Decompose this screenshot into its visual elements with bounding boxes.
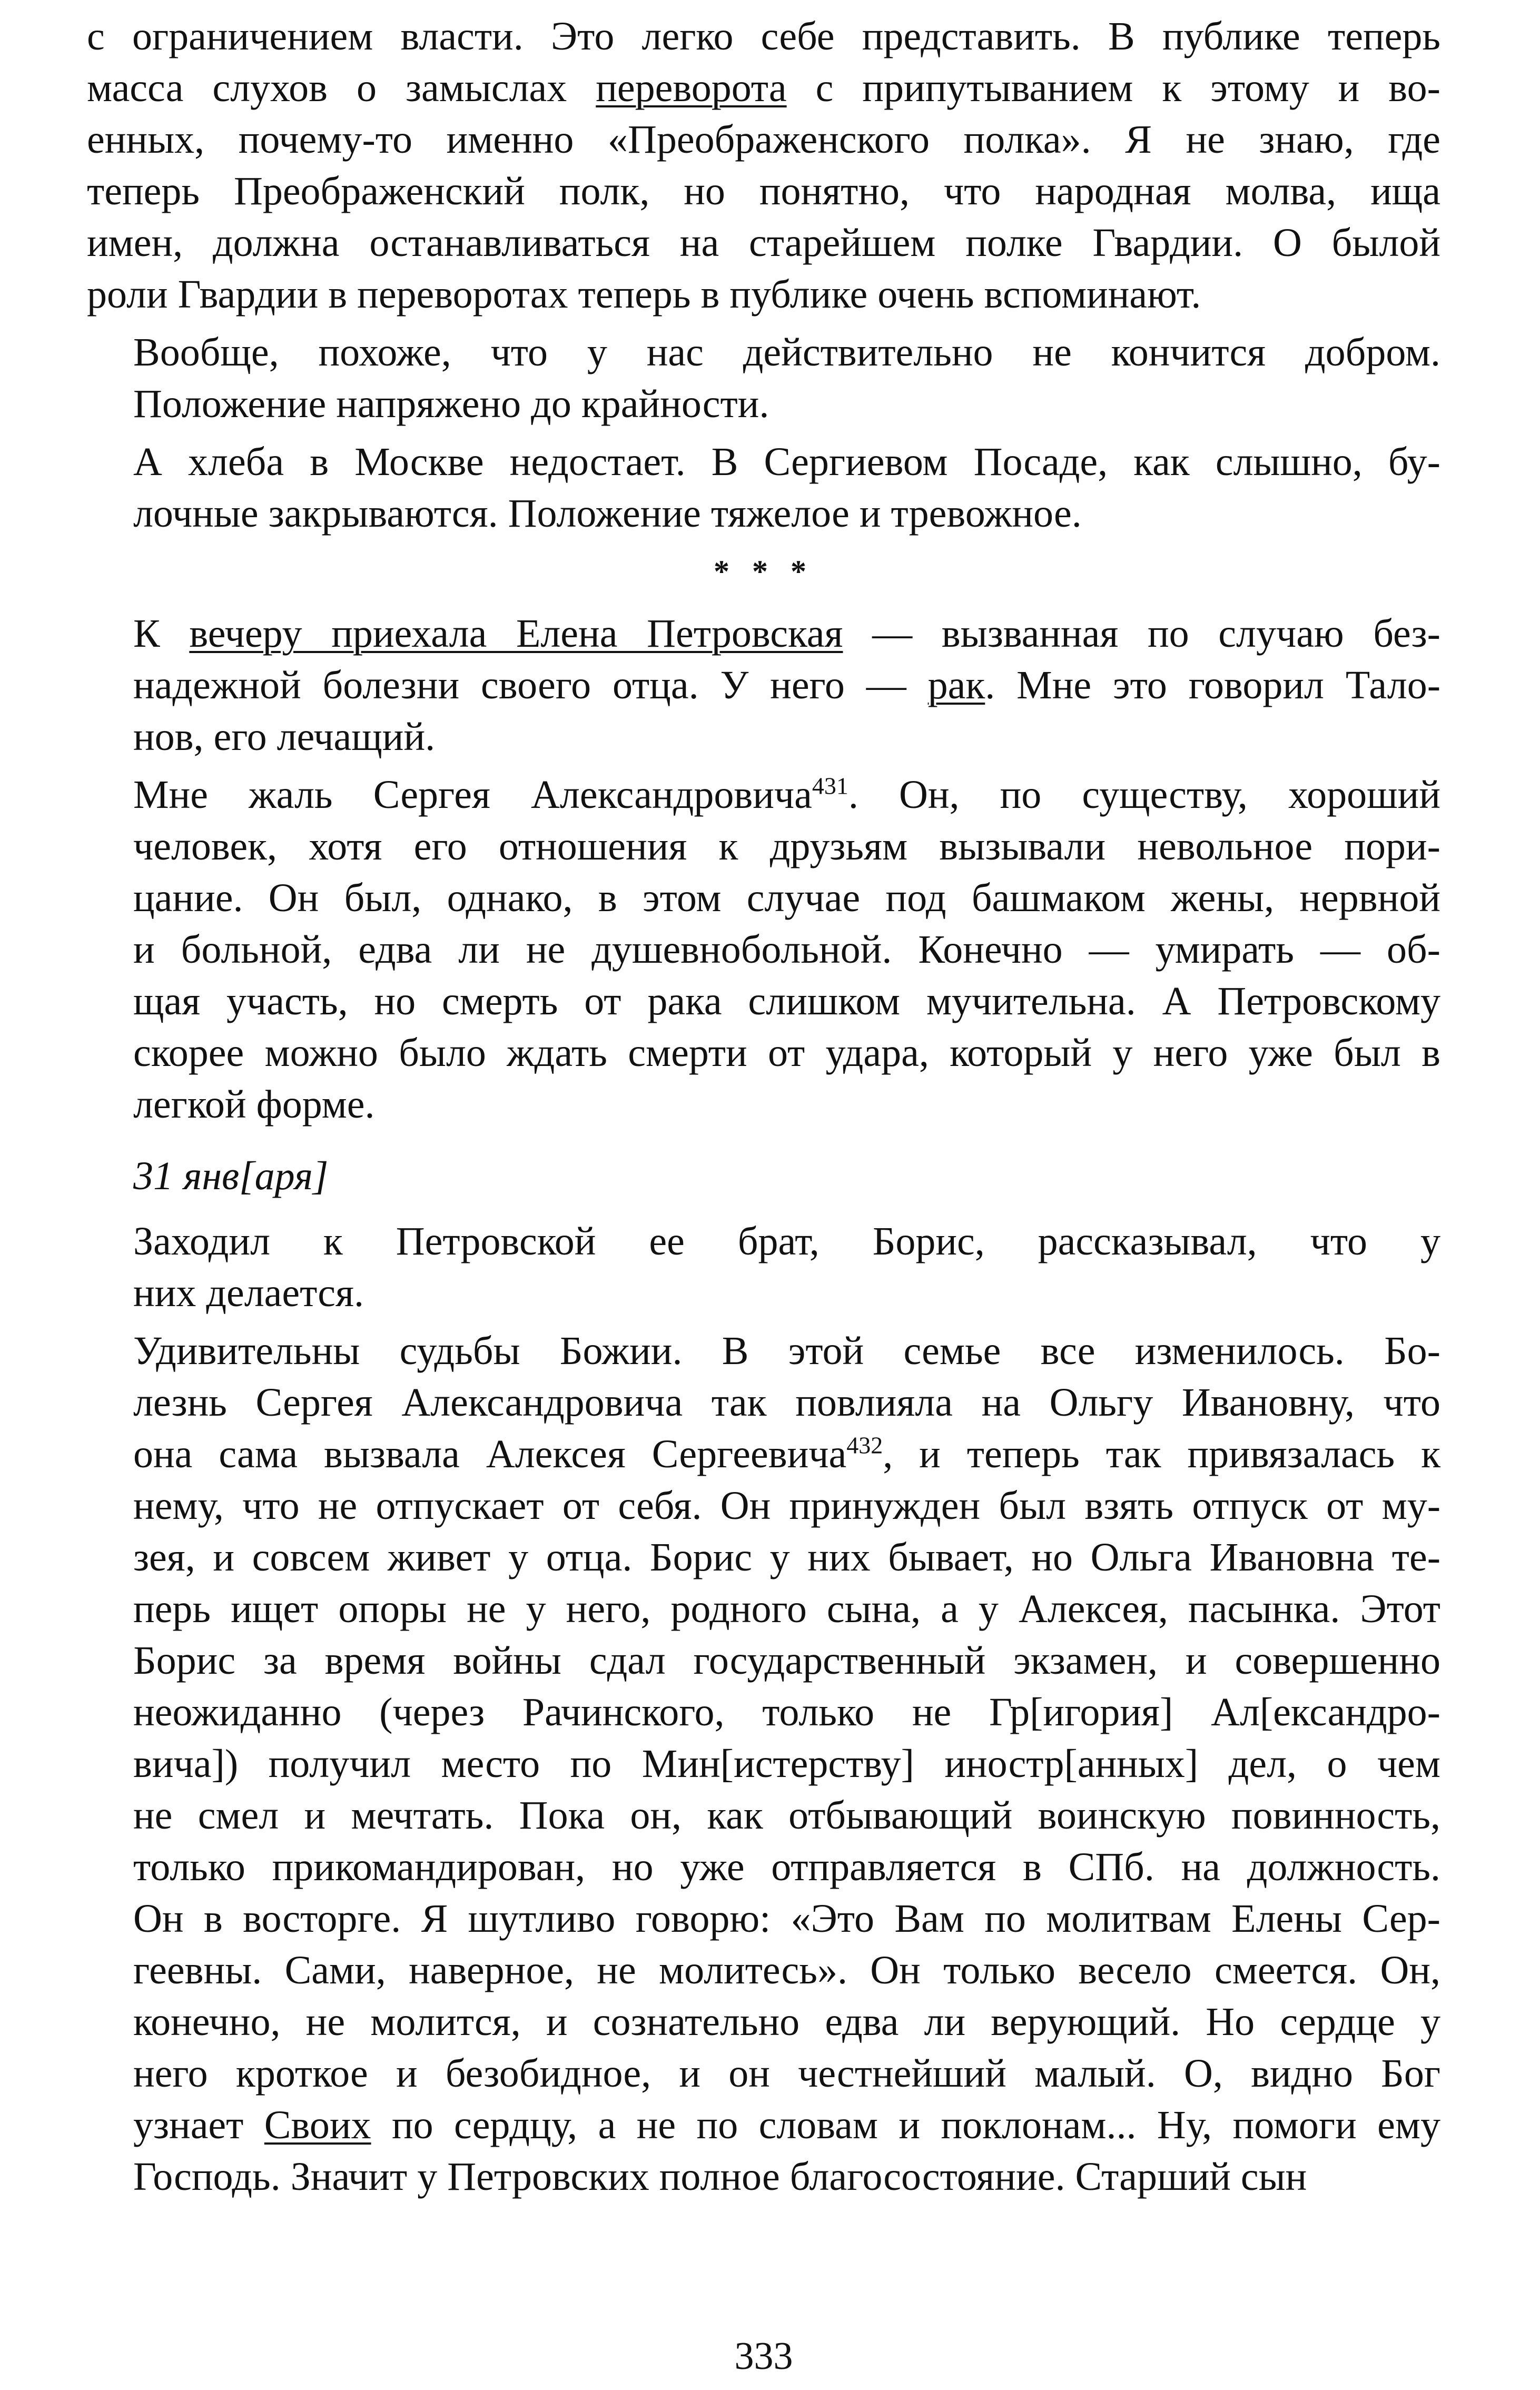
text-line (87, 269, 1440, 320)
text-run: вича]) получил место по Мин[истерству] иностр[анных] дел, о чем (133, 1742, 1440, 1786)
text-run: , и теперь так привязалась к (883, 1432, 1440, 1476)
text-run: она сама вызвала Алексея Сергеевича (133, 1432, 847, 1476)
text-line (87, 1790, 1440, 1841)
text-run: имен, должна останавливаться на старейшем полке Гвардии. О былой (87, 221, 1440, 265)
text-run: не смел и мечтать. Пока он, как отбывающий воинскую повинность, (133, 1793, 1440, 1838)
text-line (87, 1325, 1440, 1377)
text-line (87, 1027, 1440, 1079)
text-line (87, 1583, 1440, 1635)
text-run: надежной болезни своего отца. У него — (133, 663, 928, 707)
text-run: масса слухов о замыслах (87, 66, 596, 110)
text-line (87, 1893, 1440, 1944)
text-line (87, 378, 1440, 430)
text-line (87, 114, 1440, 165)
text-run: конечно, не молится, и сознательно едва ли верующий. Но сердце у (133, 2000, 1440, 2044)
paragraph-p6 (87, 1216, 1440, 1319)
text-line (87, 488, 1440, 539)
text-line (87, 872, 1440, 924)
text-run: Удивительны судьбы Божии. В этой семье все изменилось. Бо- (133, 1329, 1440, 1373)
text-line (87, 1079, 1440, 1130)
text-run: по сердцу, а не по словам и поклонам... Ну, помоги ему (371, 2103, 1440, 2147)
footnote-ref: 432 (846, 1431, 883, 1459)
text-run: Борис за время войны сдал государственный экзамен, и совершенно (133, 1638, 1440, 1683)
text-line (87, 217, 1440, 269)
text-run: — вызванная по случаю без- (843, 611, 1440, 656)
underlined-text: вечеру приехала Елена Петровская (189, 611, 843, 656)
text-block-dated-entry (87, 1216, 1440, 2203)
text-line (87, 1686, 1440, 1738)
paragraph-p7 (87, 1325, 1440, 2203)
text-run: зея, и совсем живет у отца. Борис у них бывает, но Ольга Ивановна те- (133, 1535, 1440, 1579)
text-block-after-separator (87, 608, 1440, 1130)
text-run: лезнь Сергея Александровича так повлияла на Ольгу Ивановну, что (133, 1380, 1440, 1425)
text-line (87, 2151, 1440, 2203)
text-run: Мне жаль Сергея Александровича (133, 773, 812, 817)
text-line (87, 924, 1440, 975)
text-line (87, 1738, 1440, 1790)
text-line (87, 327, 1440, 378)
text-line (87, 1267, 1440, 1319)
text-run: легкой форме. (133, 1082, 375, 1127)
text-run: геевны. Сами, наверное, не молитесь». Он только весело смеется. Он, (133, 1948, 1440, 1992)
text-run: Господь. Значит у Петровских полное благосостояние. Старший сын (133, 2155, 1307, 2199)
text-line (87, 821, 1440, 872)
paragraph-p5 (87, 769, 1440, 1130)
text-line (87, 1996, 1440, 2048)
paragraph-p2 (87, 327, 1440, 430)
text-run: него кроткое и безобидное, и он честнейший малый. О, видно Бог (133, 2051, 1440, 2096)
underlined-text: переворота (596, 66, 787, 110)
text-line (87, 711, 1440, 763)
text-line (87, 975, 1440, 1027)
diary-date-heading: 31 янв[аря] (133, 1154, 329, 1198)
footnote-ref: 431 (812, 772, 848, 799)
page-number: 333 (734, 2335, 793, 2378)
text-run: узнает (133, 2103, 264, 2147)
text-line (87, 1841, 1440, 1893)
text-line (87, 1532, 1440, 1583)
text-run: с ограничением власти. Это легко себе представить. В публике теперь (87, 14, 1440, 58)
underlined-text: Своих (264, 2103, 371, 2147)
text-run: нему, что не отпускает от себя. Он принужден был взять отпуск от му- (133, 1484, 1440, 1528)
text-line (87, 436, 1440, 488)
book-page (87, 11, 1440, 2381)
text-line (87, 11, 1440, 62)
paragraph-p1 (87, 11, 1440, 320)
text-run: Заходил к Петровской ее брат, Борис, рассказывал, что у (133, 1219, 1440, 1263)
text-run: цание. Он был, однако, в этом случае под башмаком жены, нервной (133, 876, 1440, 920)
text-run: перь ищет опоры не у него, родного сына, а у Алексея, пасынка. Этот (133, 1587, 1440, 1631)
text-run: неожиданно (через Рачинского, только не Гр[игория] Ал[ександро- (133, 1690, 1440, 1734)
text-line (87, 1480, 1440, 1532)
text-run: . Мне это говорил Тало- (985, 663, 1441, 707)
text-line (87, 2048, 1440, 2099)
section-separator: * * * (714, 554, 814, 589)
text-run: . Он, по существу, хороший (848, 773, 1440, 817)
text-run: и больной, едва ли не душевнобольной. Конечно — умирать — об- (133, 927, 1440, 972)
text-run: теперь Преображенский полк, но понятно, что народная молва, ища (87, 169, 1440, 213)
text-run: енных, почему-то именно «Преображенского полка». Я не знаю, где (87, 117, 1440, 162)
text-line (87, 1428, 1440, 1480)
text-line (87, 1944, 1440, 1996)
text-run: них делается. (133, 1271, 364, 1315)
text-line (87, 1216, 1440, 1267)
text-line (87, 1377, 1440, 1428)
text-run: человек, хотя его отношения к друзьям вызывали невольное пори- (133, 824, 1440, 868)
text-run: Вообще, похоже, что у нас действительно не кончится добром. (133, 330, 1440, 374)
text-run: А хлеба в Москве недостает. В Сергиевом Посаде, как слышно, бу- (133, 440, 1440, 484)
text-run: только прикомандирован, но уже отправляется в СПб. на должность. (133, 1845, 1440, 1889)
text-run: Положение напряжено до крайности. (133, 382, 769, 426)
paragraph-p4 (87, 608, 1440, 763)
text-run: Он в восторге. Я шутливо говорю: «Это Вам по молитвам Елены Сер- (133, 1897, 1440, 1941)
text-line (87, 165, 1440, 217)
text-run: нов, его лечащий. (133, 715, 436, 759)
text-line (87, 62, 1440, 114)
text-run: К (133, 611, 190, 656)
text-line (87, 608, 1440, 659)
text-run: щая участь, но смерть от рака слишком мучительна. А Петровскому (133, 979, 1440, 1023)
text-run: лочные закрываются. Положение тяжелое и тревожное. (133, 491, 1082, 536)
text-run: скорее можно было ждать смерти от удара, который у него уже был в (133, 1031, 1440, 1075)
text-line (87, 2099, 1440, 2151)
text-line (87, 1635, 1440, 1686)
text-run: роли Гвардии в переворотах теперь в публике очень вспоминают. (87, 272, 1201, 317)
underlined-text: рак (927, 663, 985, 707)
paragraph-p3 (87, 436, 1440, 539)
text-run: с припутыванием к этому и во- (786, 66, 1440, 110)
text-block-before-separator (87, 11, 1440, 539)
text-line (87, 659, 1440, 711)
text-line (87, 769, 1440, 821)
